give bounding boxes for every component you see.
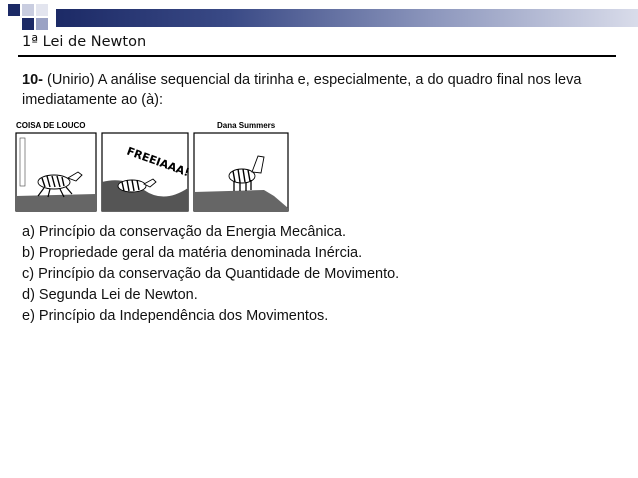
slide-title: 1ª Lei de Newton [22,34,147,50]
comic-shout: FREEIAAA! [124,144,192,180]
decor-square [22,4,34,16]
comic-author: Dana Summers [217,121,276,130]
question-body: (Unirio) A análise sequencial da tirinha e, especialmente, a do quadro final nos leva imediatamente ao (à): [22,72,582,108]
answer-options [22,222,399,327]
comic-panel-1 [16,133,96,211]
option-d: d) Segunda Lei de Newton. [22,287,198,303]
question-number: 10- [22,72,43,88]
decor-square [8,4,20,16]
comic-panel-3 [194,133,288,211]
option-a: a) Princípio da conservação da Energia Mecânica. [22,224,347,240]
option-b: b) Propriedade geral da matéria denominada Inércia. [22,245,363,261]
comic-strip [14,118,292,218]
comic-panel-2 [102,133,191,211]
header-gradient-band [56,9,638,27]
question-text [22,70,602,110]
decor-square [36,4,48,16]
option-c: c) Princípio da conservação da Quantidade de Movimento. [22,266,400,282]
decor-square [22,18,34,30]
title-underline [18,55,616,57]
comic-strip-title: COISA DE LOUCO [16,121,86,130]
option-e: e) Princípio da Independência dos Movimentos. [22,308,329,324]
slide-header-decoration [0,0,638,30]
decor-square [36,18,48,30]
